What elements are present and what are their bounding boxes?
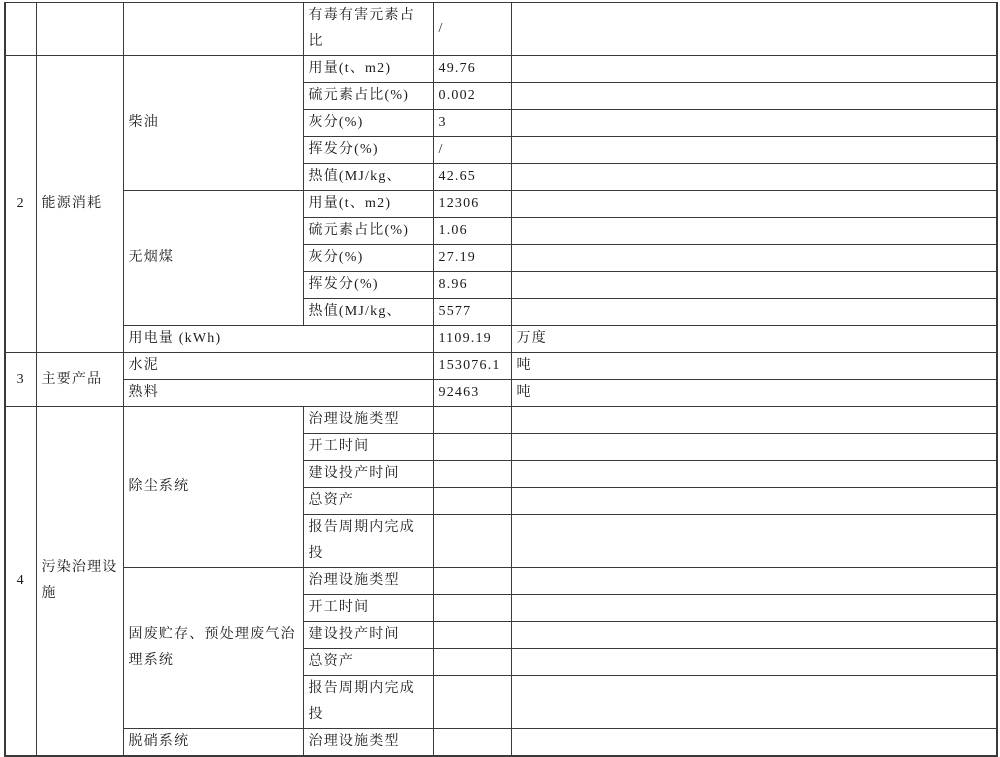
table-row — [5, 3, 997, 56]
category-cell: 能源消耗 — [36, 56, 123, 353]
unit-cell — [511, 729, 997, 757]
group-cell-diesel: 柴油 — [123, 56, 303, 191]
index-cell: 3 — [5, 353, 36, 407]
value-cell: 27.19 — [433, 245, 511, 272]
unit-cell — [511, 245, 997, 272]
property-cell: 热值(MJ/kg、 — [303, 164, 433, 191]
table-row — [5, 191, 997, 218]
product-name-cell: 熟料 — [123, 380, 433, 407]
value-cell: 92463 — [433, 380, 511, 407]
unit-cell — [511, 649, 997, 676]
table-row — [5, 407, 997, 434]
unit-cell: 吨 — [511, 353, 997, 380]
index-cell: 4 — [5, 407, 36, 757]
property-cell: 灰分(%) — [303, 110, 433, 137]
property-cell: 开工时间 — [303, 595, 433, 622]
unit-cell — [511, 407, 997, 434]
table-row — [5, 326, 997, 353]
value-cell — [433, 434, 511, 461]
unit-cell — [511, 595, 997, 622]
value-cell — [433, 568, 511, 595]
property-cell: 用量(t、m2) — [303, 56, 433, 83]
value-cell — [433, 515, 511, 568]
report-table — [4, 2, 998, 757]
group-cell — [123, 3, 303, 56]
unit-cell — [511, 622, 997, 649]
report-table-wrapper — [4, 2, 998, 757]
table-row — [5, 568, 997, 595]
unit-cell — [511, 434, 997, 461]
index-cell: 2 — [5, 56, 36, 353]
value-cell: 153076.1 — [433, 353, 511, 380]
unit-cell: 万度 — [511, 326, 997, 353]
unit-cell — [511, 272, 997, 299]
table-row — [5, 380, 997, 407]
unit-cell — [511, 299, 997, 326]
value-cell: 42.65 — [433, 164, 511, 191]
group-cell-anthracite: 无烟煤 — [123, 191, 303, 326]
property-cell: 热值(MJ/kg、 — [303, 299, 433, 326]
unit-cell — [511, 488, 997, 515]
unit-cell — [511, 137, 997, 164]
property-cell: 治理设施类型 — [303, 729, 433, 757]
value-cell — [433, 622, 511, 649]
electricity-label-cell: 用电量 (kWh) — [123, 326, 433, 353]
unit-cell — [511, 676, 997, 729]
value-cell: 12306 — [433, 191, 511, 218]
property-cell: 有毒有害元素占比 — [303, 3, 433, 56]
property-cell: 治理设施类型 — [303, 407, 433, 434]
value-cell: 3 — [433, 110, 511, 137]
unit-cell — [511, 110, 997, 137]
property-cell: 灰分(%) — [303, 245, 433, 272]
value-cell: 1.06 — [433, 218, 511, 245]
property-cell: 用量(t、m2) — [303, 191, 433, 218]
value-cell — [433, 676, 511, 729]
table-row — [5, 353, 997, 380]
unit-cell — [511, 3, 997, 56]
property-cell: 报告周期内完成投 — [303, 676, 433, 729]
unit-cell — [511, 218, 997, 245]
property-cell: 硫元素占比(%) — [303, 83, 433, 110]
unit-cell: 吨 — [511, 380, 997, 407]
value-cell: 8.96 — [433, 272, 511, 299]
property-cell: 报告周期内完成投 — [303, 515, 433, 568]
index-cell — [5, 3, 36, 56]
property-cell: 开工时间 — [303, 434, 433, 461]
unit-cell — [511, 461, 997, 488]
value-cell: 5577 — [433, 299, 511, 326]
value-cell: 0.002 — [433, 83, 511, 110]
property-cell: 硫元素占比(%) — [303, 218, 433, 245]
property-cell: 建设投产时间 — [303, 461, 433, 488]
property-cell: 挥发分(%) — [303, 137, 433, 164]
property-cell: 治理设施类型 — [303, 568, 433, 595]
value-cell — [433, 595, 511, 622]
group-cell-dust-removal: 除尘系统 — [123, 407, 303, 568]
category-cell — [36, 3, 123, 56]
value-cell: / — [433, 3, 511, 56]
property-cell: 总资产 — [303, 488, 433, 515]
value-cell: / — [433, 137, 511, 164]
value-cell — [433, 649, 511, 676]
unit-cell — [511, 515, 997, 568]
value-cell — [433, 488, 511, 515]
unit-cell — [511, 164, 997, 191]
value-cell: 49.76 — [433, 56, 511, 83]
value-cell — [433, 729, 511, 757]
table-row — [5, 56, 997, 83]
property-cell: 挥发分(%) — [303, 272, 433, 299]
table-row — [5, 729, 997, 757]
property-cell: 总资产 — [303, 649, 433, 676]
category-cell: 主要产品 — [36, 353, 123, 407]
product-name-cell: 水泥 — [123, 353, 433, 380]
unit-cell — [511, 83, 997, 110]
category-cell: 污染治理设施 — [36, 407, 123, 757]
value-cell — [433, 461, 511, 488]
unit-cell — [511, 191, 997, 218]
value-cell: 1109.19 — [433, 326, 511, 353]
unit-cell — [511, 568, 997, 595]
property-cell: 建设投产时间 — [303, 622, 433, 649]
group-cell-solid-waste: 固废贮存、预处理废气治理系统 — [123, 568, 303, 729]
unit-cell — [511, 56, 997, 83]
group-cell-denitrification: 脱硝系统 — [123, 729, 303, 757]
value-cell — [433, 407, 511, 434]
